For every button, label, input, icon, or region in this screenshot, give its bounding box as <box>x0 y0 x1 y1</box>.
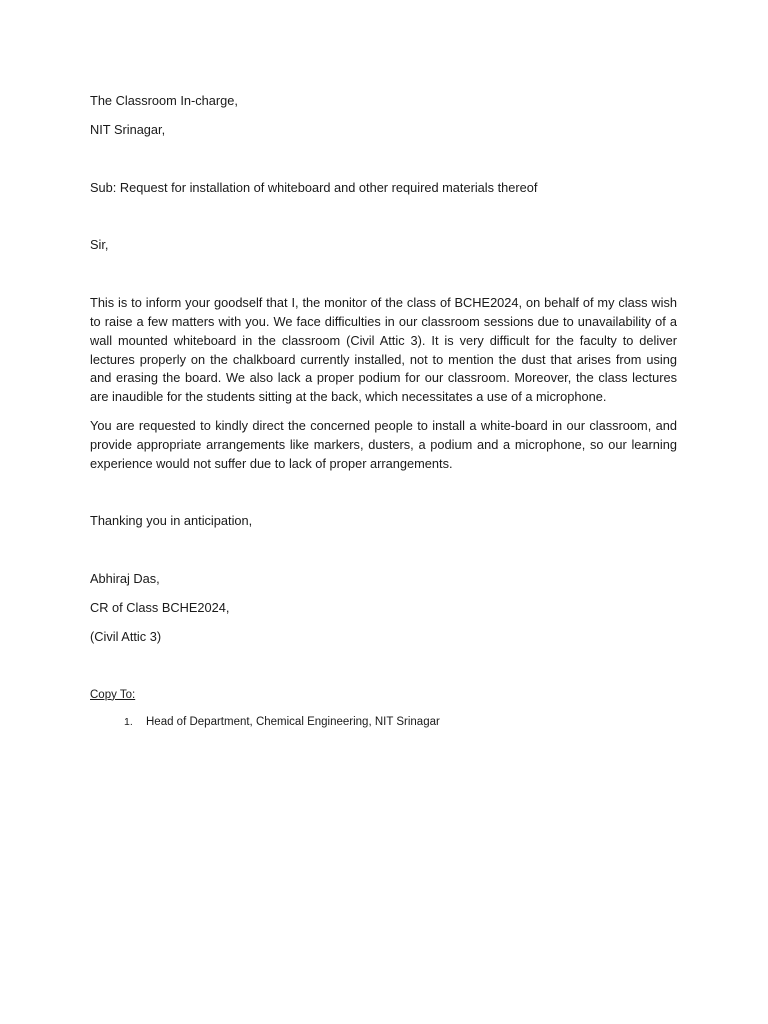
subject-line: Sub: Request for installation of whiteboard and other required materials thereof <box>90 179 538 195</box>
signature-location: (Civil Attic 3) <box>90 628 162 644</box>
copy-to-list <box>90 713 677 732</box>
signature-title: CR of Class BCHE2024, <box>90 599 230 615</box>
signature-name: Abhiraj Das, <box>90 571 160 587</box>
closing-line: Thanking you in anticipation, <box>90 513 253 529</box>
copy-to-heading: Copy To: <box>90 688 136 701</box>
salutation: Sir, <box>90 237 109 253</box>
list-item <box>90 713 677 732</box>
list-item-text: Head of Department, Chemical Engineering, NIT Srinagar <box>146 716 440 729</box>
body-paragraph-2: You are requested to kindly direct the concerned people to install a white-board in our classroom, and provide appropriate arrangements like markers, dusters, a podium and a microphone, so our learning experience would not suffer due to lack of proper arrangements. <box>90 417 677 471</box>
copy-to-section <box>90 686 677 733</box>
body-paragraph-1: This is to inform your goodself that I, the monitor of the class of BCHE2024, on behalf of my class wish to raise a few matters with you. We face difficulties in our classroom sessions due to unavailability of a wall mounted whiteboard in the classroom (Civil Attic 3). It is very difficult for the faculty to deliver lectures properly on the chalkboard currently installed, not to mention the dust that arises from using and erasing the board. We also lack a proper podium for our classroom. Moreover, the class lectures are inaudible for the students sitting at the back, which necessitates a use of a microphone. <box>90 295 677 405</box>
letter-page <box>90 92 677 732</box>
recipient-line-2: NIT Srinagar, <box>90 121 166 137</box>
recipient-line-1: The Classroom In-charge, <box>90 93 238 108</box>
list-item-number: 1. <box>124 716 133 729</box>
letter-body <box>90 294 677 473</box>
